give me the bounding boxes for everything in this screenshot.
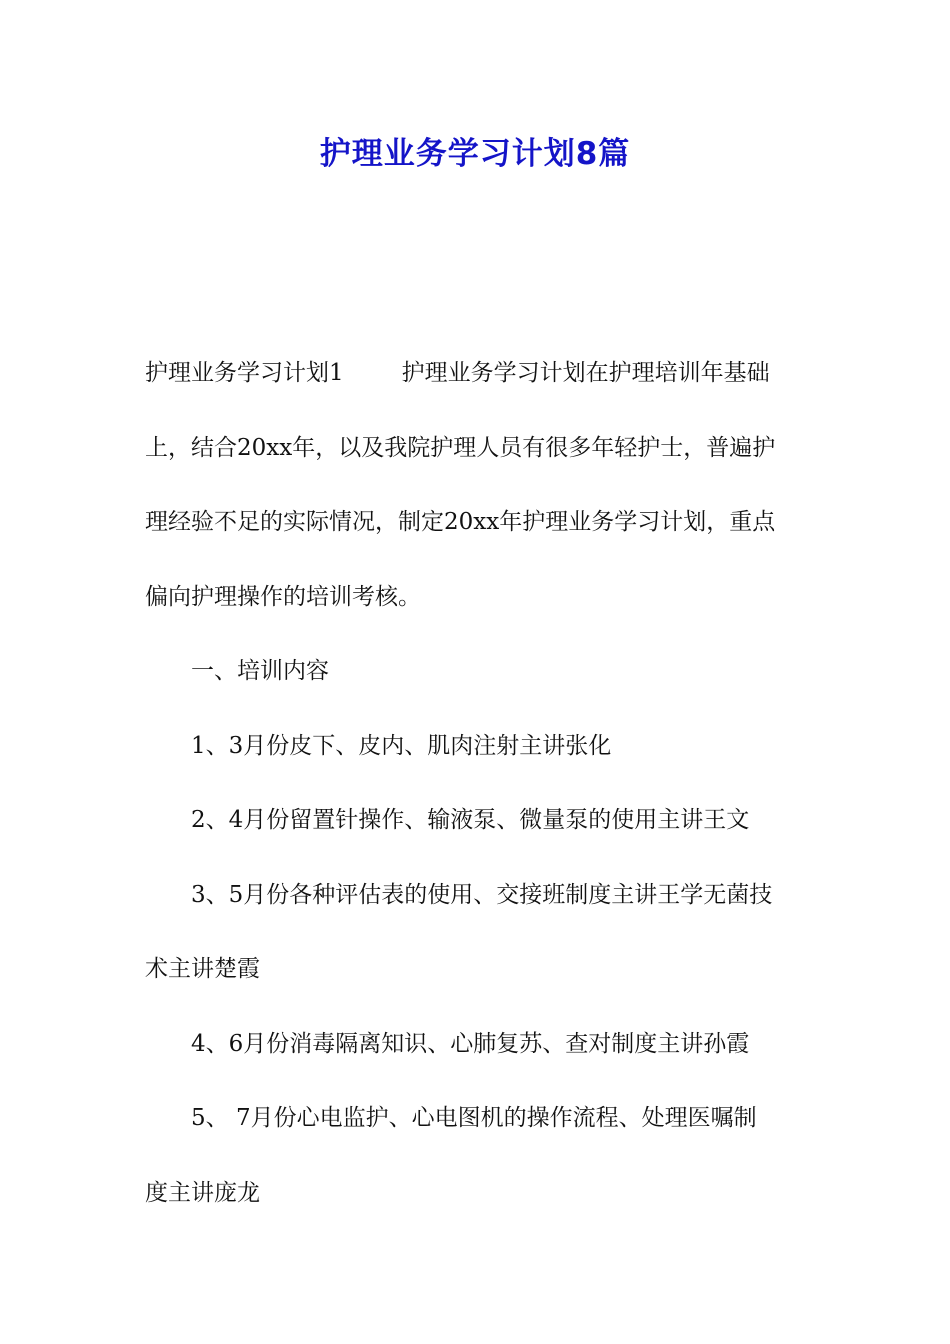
- intro-line: 偏向护理操作的培训考核。: [145, 583, 421, 610]
- list-item-line: 2、4月份留置针操作、输液泵、微量泵的使用主讲王文: [191, 807, 750, 833]
- list-item: [145, 1081, 809, 1230]
- list-item: [145, 783, 809, 858]
- document-title: 护理业务学习计划8篇: [319, 136, 631, 172]
- document-body: [145, 336, 809, 1230]
- intro-line: 上，结合20xx年，以及我院护理人员有很多年轻护士，普遍护: [145, 434, 776, 461]
- intro-text: 护理业务学习计划在护理培训年基础: [401, 360, 770, 386]
- list-item-line: 3、5月份各种评估表的使用、交接班制度主讲王学无菌技: [191, 881, 773, 908]
- section-paragraph: [145, 634, 809, 709]
- intro-line: [145, 336, 809, 411]
- list-item-line: 4、6月份消毒隔离知识、心肺复苏、查对制度主讲孙霞: [191, 1030, 750, 1057]
- list-item-line: 术主讲楚霞: [145, 956, 260, 982]
- intro-line: 理经验不足的实际情况，制定20xx年护理业务学习计划，重点: [145, 509, 776, 535]
- section-heading: 一、培训内容: [191, 658, 329, 684]
- intro-heading: 护理业务学习计划1: [145, 360, 344, 386]
- list-item: [145, 858, 809, 1007]
- list-item-line: 5、 7月份心电监护、心电图机的操作流程、处理医嘱制: [191, 1105, 757, 1131]
- list-item-line: 1、3月份皮下、皮内、肌肉注射主讲张化: [191, 732, 612, 759]
- list-item: [145, 709, 809, 784]
- list-item-line: 度主讲庞龙: [145, 1179, 260, 1206]
- list-item: [145, 1007, 809, 1082]
- intro-paragraph: [145, 336, 809, 634]
